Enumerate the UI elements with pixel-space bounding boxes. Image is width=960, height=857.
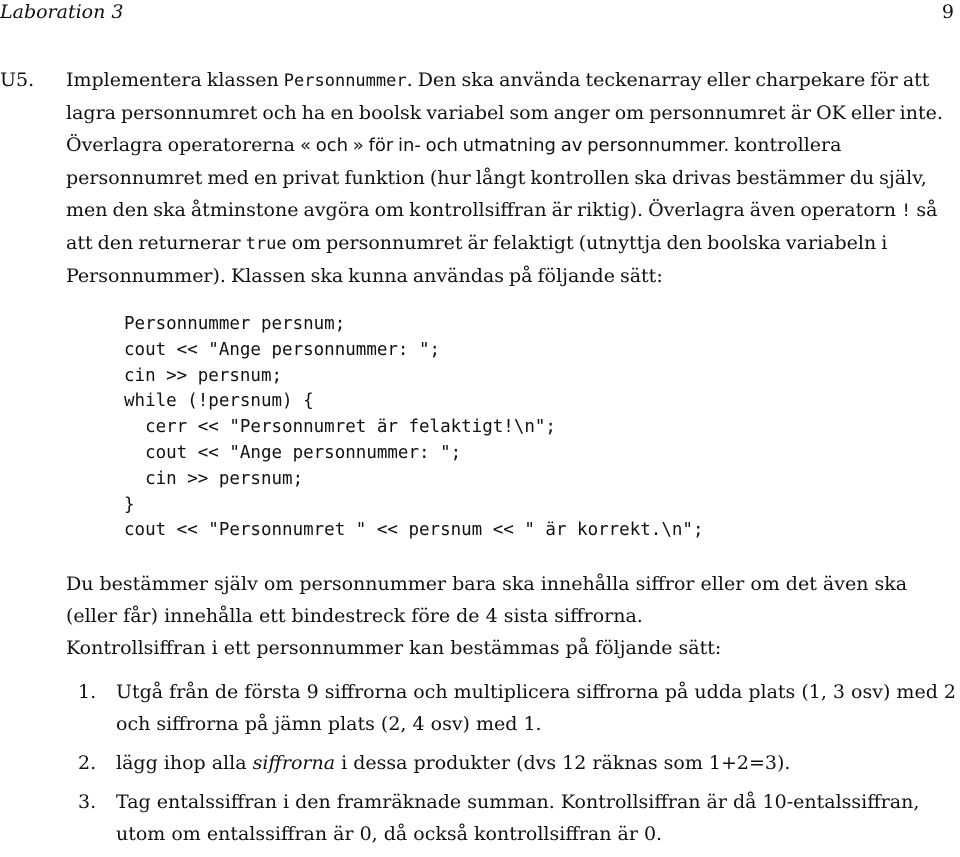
explanation-text (66, 568, 958, 664)
code-line: cout << "Ange personnummer: "; (124, 442, 462, 463)
exercise-label: U5. (0, 69, 35, 91)
page-number: 9 (941, 1, 954, 23)
para2-text-1: kontrollera personnumret med en privat funktion (hur långt kontrollen ska drivas bestämmer du själv, men den ska åtminstone avgöra om kontrollsiffran är riktig). Överlagra även operatorn (66, 134, 927, 221)
hyphen-paragraph: Du bestämmer själv om personnummer bara ska innehålla siffror eller om det även ska (eller får) innehålla ett bindestreck före de 4 sista siffrorna. (66, 573, 908, 627)
list-item (66, 786, 958, 850)
para2-text-3: om personnumret är felaktigt (utnyttja den boolska variabeln i Personnummer). Klassen ska kunna användas på följande sätt: (66, 232, 888, 287)
step-number: 1. (78, 681, 97, 703)
check-digit-steps (66, 676, 958, 857)
para2-text-2: så att den returnerar (66, 199, 938, 254)
running-header (0, 0, 958, 28)
list-item (66, 747, 958, 779)
para1-text-4: för in- och utmatning av personnummer. (363, 135, 730, 156)
code-line: cout << "Personnumret " << persnum << " är korrekt.\n"; (124, 520, 704, 541)
para1-text-3: och (311, 135, 353, 156)
step-text-emphasis: siffrorna (252, 752, 336, 774)
not-operator-code: ! (901, 201, 912, 221)
code-example (124, 312, 703, 544)
list-item (66, 676, 958, 740)
exercise-body (66, 64, 958, 292)
check-digit-intro: Kontrollsiffran i ett personnummer kan bestämmas på följande sätt: (66, 637, 722, 659)
class-name-code: Personnummer (283, 71, 407, 91)
step-number: 3. (78, 791, 97, 813)
operator-output-symbol: » (352, 135, 364, 156)
code-line: while (!persnum) { (124, 391, 314, 412)
code-line: cout << "Ange personnummer: "; (124, 339, 441, 360)
code-line: Personnummer persnum; (124, 314, 346, 334)
header-title: Laboration 3 (0, 1, 124, 23)
step-text: Utgå från de första 9 siffrorna och multiplicera siffrorna på udda plats (1, 3 osv) med 2 och siffrorna på jämn plats (2, 4 osv) med 1. (116, 681, 956, 735)
para1-text-2: . Den ska använda teckenarray eller charpekare för att lagra personnumret och ha en boolsk variabel som anger om personnumret är OK eller inte. Överlagra operatorerna (66, 69, 943, 156)
code-line: cerr << "Personnumret är felaktigt!\n"; (124, 417, 556, 438)
true-keyword-code: true (245, 234, 287, 254)
code-line: } (124, 494, 135, 515)
step-number: 2. (78, 752, 97, 774)
para1-text-1: Implementera klassen (66, 69, 284, 91)
operator-input-symbol: « (300, 135, 312, 156)
code-line: cin >> persnum; (124, 365, 283, 386)
step-text-pre: lägg ihop alla (116, 752, 253, 774)
step-text-post: i dessa produkter (dvs 12 räknas som 1+2=3). (335, 752, 791, 774)
step-text: Tag entalssiffran i den framräknade summan. Kontrollsiffran är då 10-entalssiffran, utom om entalssiffran är 0, då också kontrollsiffran är 0. (116, 791, 920, 845)
code-line: cin >> persnum; (124, 468, 304, 489)
exercise-paragraph-1 (66, 64, 958, 292)
